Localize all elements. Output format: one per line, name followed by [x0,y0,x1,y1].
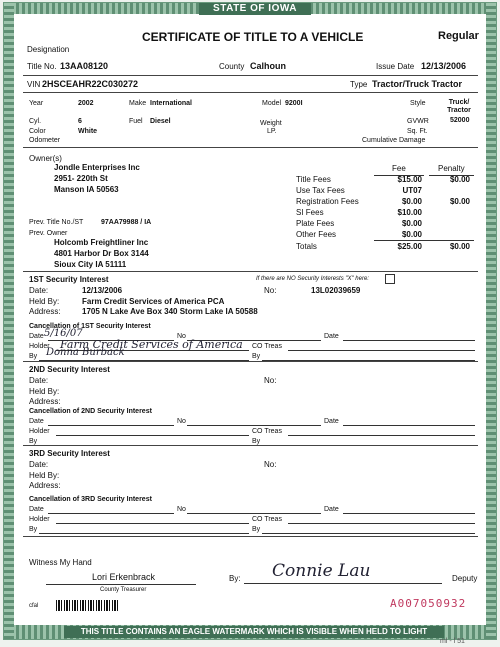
year-label: Year [29,100,44,107]
prev-title-label: Prev. Title No./ST [29,219,84,226]
watermark-banner: THIS TITLE CONTAINS AN EAGLE WATERMARK WHICH IS VISIBLE WHEN HELD TO LIGHT [64,626,444,638]
owner-name: Jondle Enterprises Inc [54,163,140,172]
divider [23,92,478,93]
cancel-co-treas-label: CO Treas [252,428,282,435]
county-value: Calhoun [250,61,286,71]
fee-label: SI Fees [296,208,324,217]
treasurer-title: County Treasurer [100,587,147,593]
style-label: Style [410,100,426,107]
year-value: 2002 [78,100,94,107]
owner-address-line2: Manson IA 50563 [54,185,119,194]
blank-line[interactable] [288,523,475,524]
cancel-date-label: Date [29,418,44,425]
cancel-holder-label: Holder [29,516,50,523]
blank-line[interactable] [288,435,475,436]
fee-value: $25.00 [397,242,422,251]
cancel2-title: Cancellation of 2ND Security Interest [29,408,152,415]
blank-line[interactable] [56,435,249,436]
deputy-line [244,583,442,584]
cumulative-damage-label: Cumulative Damage [362,137,426,144]
title-certificate [3,2,497,640]
treasurer-line [46,584,196,585]
sec3-held-by-label: Held By: [29,471,60,480]
deputy-label: Deputy [452,574,478,583]
sec1-no-label: No: [264,286,277,295]
sec2-held-by-label: Held By: [29,387,60,396]
blank-line[interactable] [343,340,475,341]
totals-underline [374,240,474,241]
title-no-value: 13AA08120 [60,61,109,71]
blank-line[interactable] [187,513,321,514]
sec1-title: 1ST Security Interest [29,275,109,284]
border-left [4,3,14,639]
blank-line[interactable] [48,513,174,514]
cancel-no-label: No [177,418,186,425]
cancel-by2-label: By [252,353,261,360]
witness-label: Witness My Hand [29,558,92,567]
sec2-no-label: No: [264,376,277,385]
model-label: Model [262,100,282,107]
sec1-date-label: Date: [29,286,49,295]
cancel-by-label: By [29,353,38,360]
weight-label: Weight [260,120,282,127]
county-label: County [219,62,245,71]
designation-label: Designation [27,45,70,54]
fee-label: Registration Fees [296,197,359,206]
fee-header: Fee [392,164,406,173]
cancel-no-label: No [177,333,186,340]
gvwr-label: GVWR [407,118,429,125]
divider [23,147,478,148]
sec1-address-label: Address: [29,307,61,316]
sec2-title: 2ND Security Interest [29,365,110,374]
cancel-no-label: No [177,506,186,513]
treasurer-name: Lori Erkenbrack [92,572,156,582]
cancel-date2-label: Date [324,506,339,513]
document-title: CERTIFICATE OF TITLE TO A VEHICLE [142,30,364,44]
owner-address-line1: 2951- 220th St [54,174,108,183]
blank-line[interactable] [48,425,174,426]
blank-line[interactable] [343,425,475,426]
sec3-date-label: Date: [29,460,49,469]
fee-label: Totals [296,242,317,251]
fee-label: Use Tax Fees [296,186,345,195]
sec3-no-label: No: [264,460,277,469]
blank-line[interactable] [343,513,475,514]
divider [23,75,478,76]
fee-value: $0.00 [401,230,422,239]
no-security-text: If there are NO Security Interests "X" here: [256,276,369,282]
barcode [56,600,120,611]
blank-line[interactable] [187,425,321,426]
cyl-value: 6 [78,118,82,125]
cancel-co-treas-label: CO Treas [252,343,282,350]
fee-value: $0.00 [401,197,422,206]
cancel-date-label: Date [29,333,44,340]
blank-line[interactable] [262,533,475,534]
fee-label: Title Fees [296,175,331,184]
prev-owner-address-line2: Sioux City IA 51111 [54,260,127,269]
penalty-header: Penalty [438,164,465,173]
deputy-signature: Connie Lau [272,561,371,581]
by-label: By: [229,574,241,583]
vin-label: VIN [27,80,41,89]
cancel-by-label: By [29,438,38,445]
cancel-by2-label: By [252,438,261,445]
border-right [486,3,496,639]
type-label: Type [350,80,368,89]
no-security-checkbox[interactable] [385,274,395,284]
model-value: 9200I [285,100,303,107]
prev-owner-label: Prev. Owner [29,230,68,237]
divider [23,271,478,272]
cyl-label: Cyl. [29,118,42,125]
fee-value: $10.00 [397,208,422,217]
cancel1-handwritten-holder: Farm Credit Services of America [60,338,243,351]
divider [23,536,478,537]
prev-title-value: 97AA79988 / IA [101,219,152,226]
sqft-label: Sq. Ft. [407,128,428,135]
fee-value: UT07 [402,186,422,195]
sec3-address-label: Address: [29,481,61,490]
divider [23,445,478,446]
corner-note: ml - l 51 [440,638,465,645]
color-label: Color [29,128,46,135]
sec3-title: 3RD Security Interest [29,449,110,458]
title-no-label: Title No. [27,62,57,71]
fuel-value: Diesel [150,118,171,125]
sec1-date-value: 12/13/2006 [82,286,123,295]
serial-number: A007050932 [390,597,467,610]
sec2-address-label: Address: [29,397,61,406]
cancel-date2-label: Date [324,333,339,340]
odometer-label: Odometer [29,137,61,144]
cancel-holder-label: Holder [29,343,50,350]
cancel1-title: Cancellation of 1ST Security Interest [29,323,151,330]
fuel-label: Fuel [129,118,143,125]
type-value: Tractor/Truck Tractor [372,79,463,89]
cancel-co-treas-label: CO Treas [252,516,282,523]
title-class: Regular [438,30,479,42]
sec2-date-label: Date: [29,376,49,385]
divider [23,361,478,362]
cancel3-title: Cancellation of 3RD Security Interest [29,496,152,503]
sec1-no-value: 13L02039659 [311,286,361,295]
cancel-holder-label: Holder [29,428,50,435]
make-value: International [150,100,193,107]
penalty-value: $0.00 [449,175,470,184]
penalty-value: $0.00 [449,197,470,206]
fee-label: Other Fees [296,230,337,239]
issue-date-value: 12/13/2006 [421,61,467,71]
cancel1-handwritten-by: Donna Burback [46,347,125,358]
sec1-held-by-value: Farm Credit Services of America PCA [82,297,225,306]
issue-date-label: Issue Date [376,62,415,71]
cancel-date-label: Date [29,506,44,513]
prev-owner-name: Holcomb Freightliner Inc [54,238,149,247]
owners-label: Owner(s) [29,154,62,163]
sec1-held-by-label: Held By: [29,297,60,306]
vin-value: 2HSCEAHR22C030272 [42,79,139,89]
cancel-date2-label: Date [324,418,339,425]
prev-owner-address-line1: 4801 Harbor Dr Box 3144 [54,249,149,258]
fee-value: $0.00 [401,219,422,228]
lp-label: LP. [267,128,277,135]
sec1-address-value: 1705 N Lake Ave Box 340 Storm Lake IA 50588 [82,307,258,316]
blank-line[interactable] [288,350,475,351]
make-label: Make [129,100,147,107]
blank-line[interactable] [56,523,249,524]
gvwr-value: 52000 [450,117,470,124]
fee-value: $15.00 [397,175,422,184]
cancel-by-label: By [29,526,38,533]
fee-label: Plate Fees [296,219,335,228]
blank-line[interactable] [39,533,249,534]
state-banner: STATE OF IOWA [199,3,311,15]
penalty-value: $0.00 [449,242,470,251]
cfal-label: cfal [29,603,39,609]
color-value: White [78,128,98,135]
style-value: Truck/ Tractor [447,99,471,115]
cancel1-handwritten-date: 5/16/07 [44,328,83,339]
cancel-by2-label: By [252,526,261,533]
